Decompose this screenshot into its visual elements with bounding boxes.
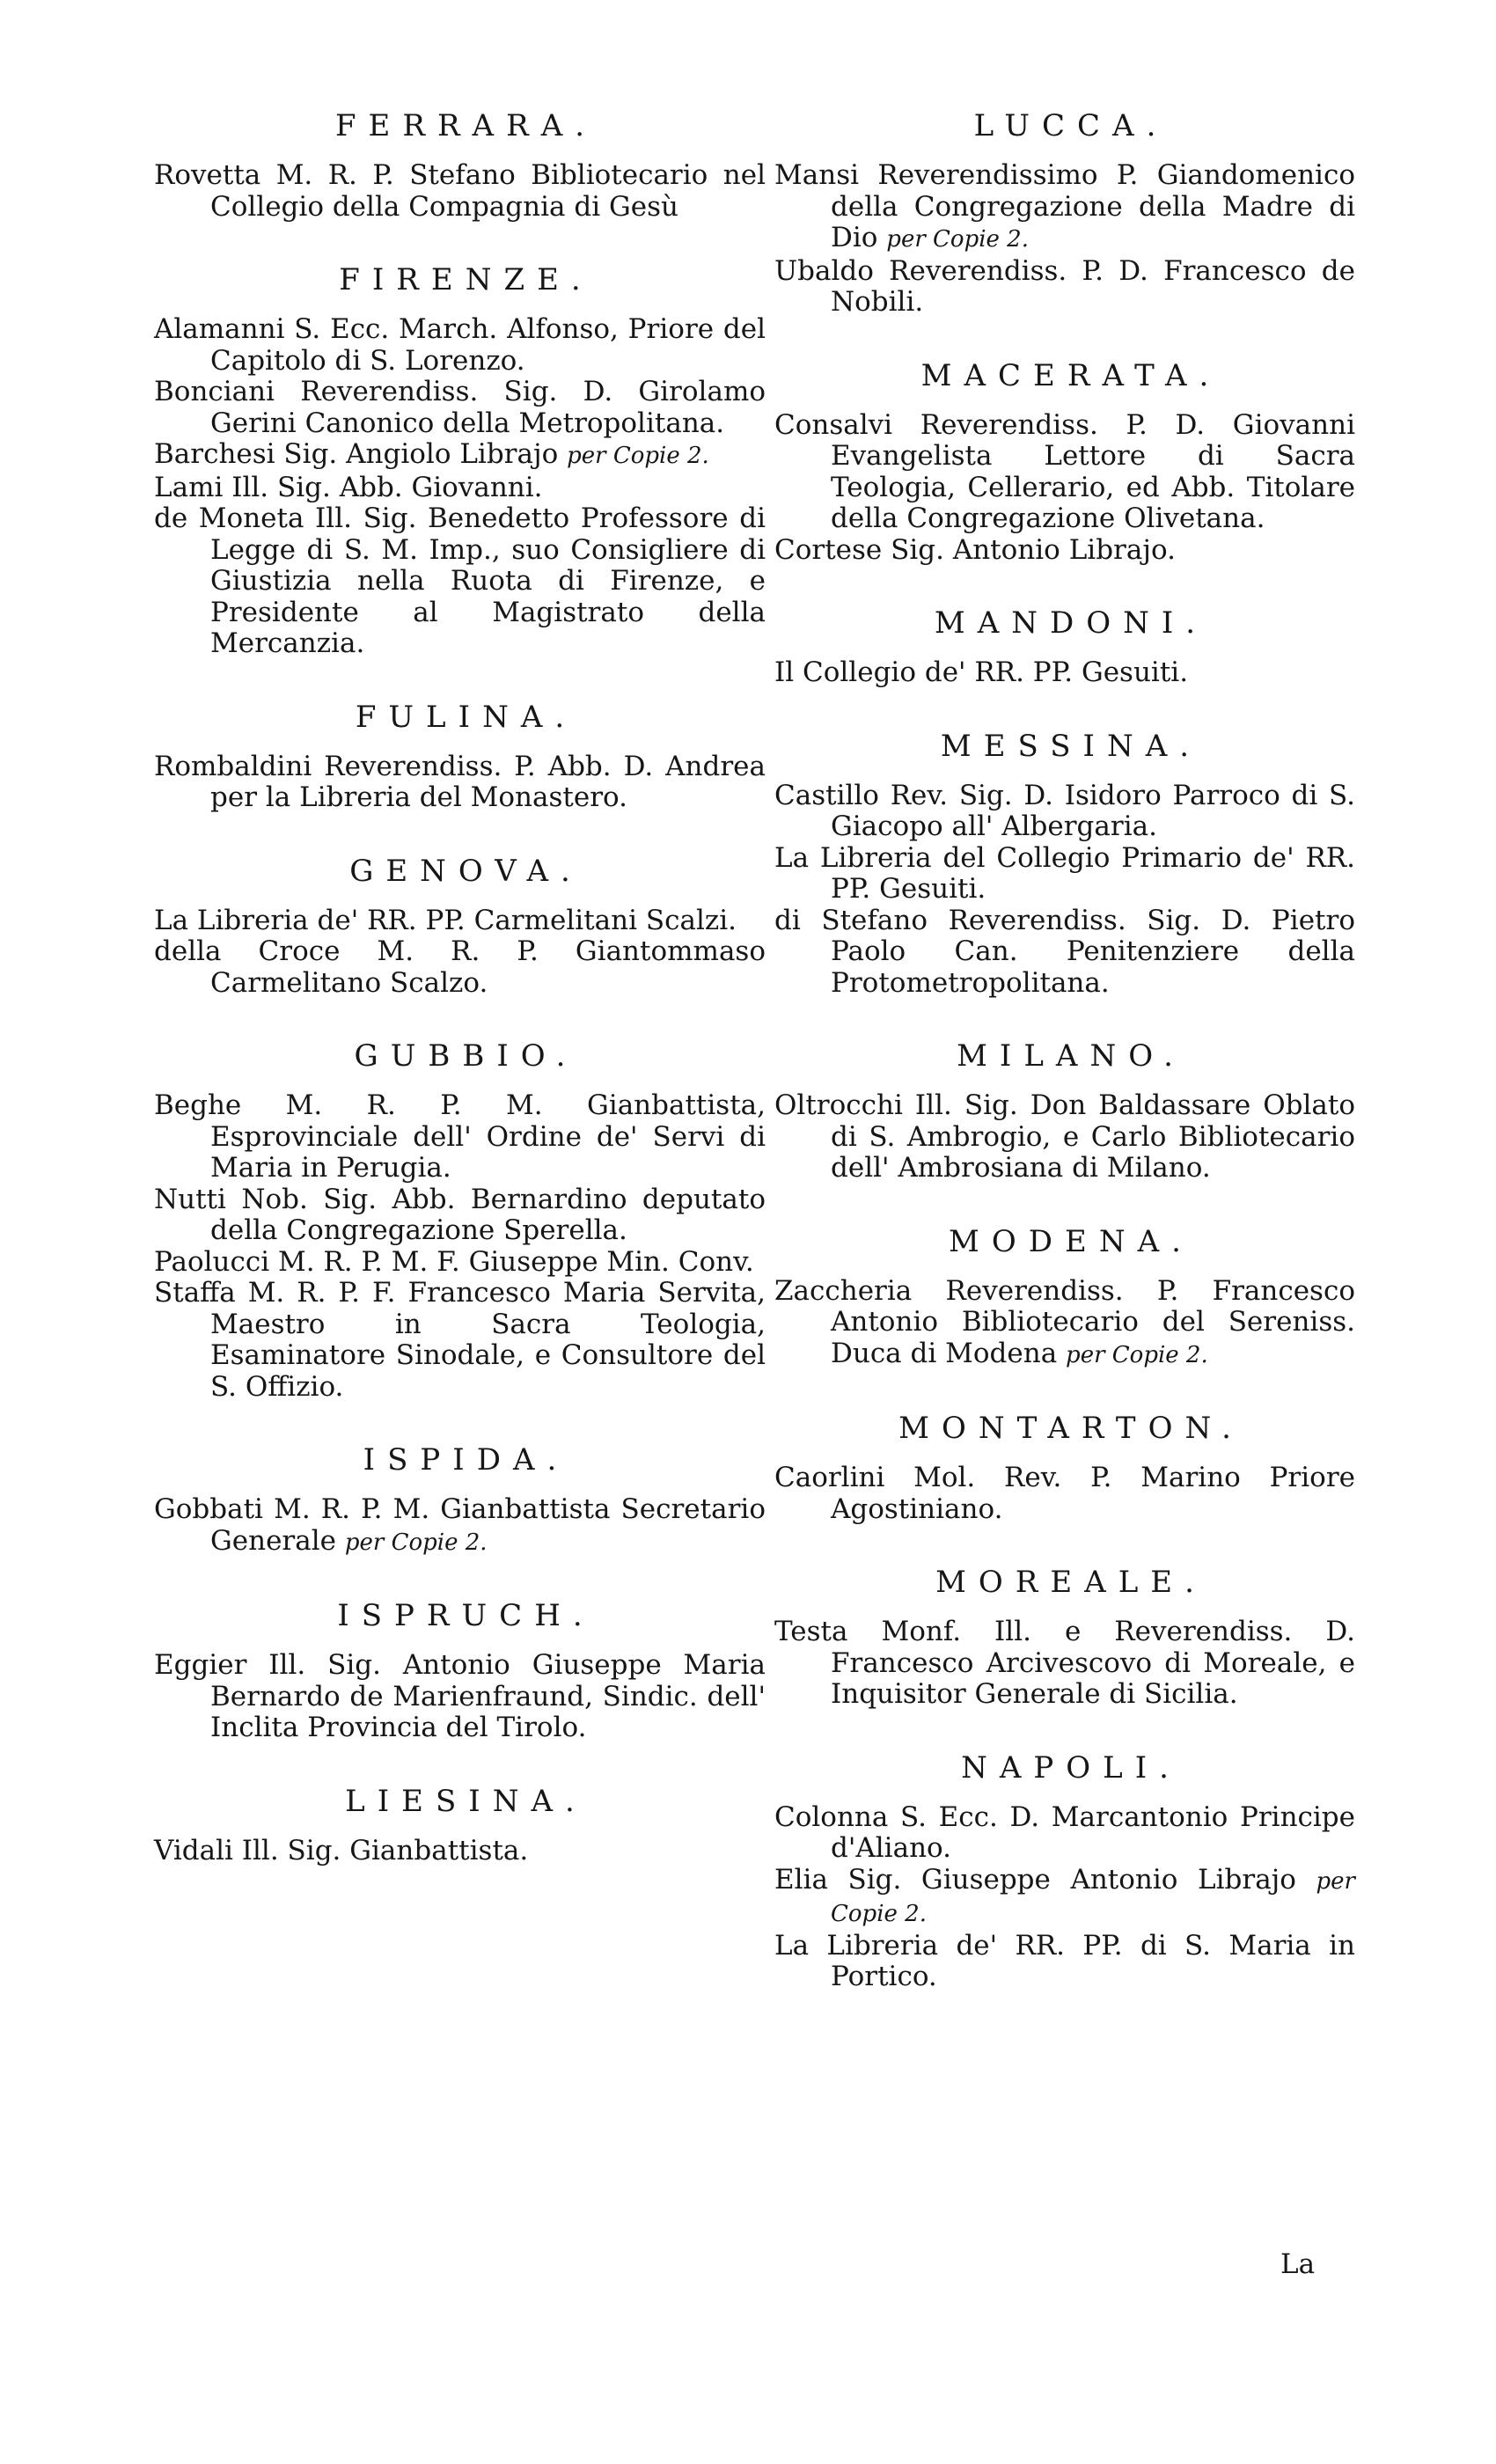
copies-note: per Copie 2. xyxy=(886,226,1029,253)
subscriber-entry xyxy=(774,1802,1355,1865)
subscriber-entry xyxy=(154,906,766,937)
copies-note: per Copie 2. xyxy=(831,1867,1355,1927)
subscriber-entry xyxy=(774,1276,1355,1372)
subscriber-text: La Libreria del Collegio Primario de' RR. PP. Gesuiti. xyxy=(774,841,1355,905)
subscriber-text: Lami Ill. Sig. Abb. Giovanni. xyxy=(154,471,543,503)
subscriber-text: Consalvi Reverendiss. P. D. Giovanni Evangelista Lettore di Sacra Teologia, Cellerario, ed Abb. Titolare della Congregazione Olivetana. xyxy=(774,408,1355,534)
subscriber-text: Elia Sig. Giuseppe Antonio Librajo xyxy=(774,1863,1296,1896)
subscriber-text: Alamanni S. Ecc. March. Alfonso, Priore del Capitolo di S. Lorenzo. xyxy=(154,313,766,377)
subscriber-text: Mansi Reverendissimo P. Giandomenico della Congregazione della Madre di Dio xyxy=(774,159,1355,253)
subscriber-entry xyxy=(774,1463,1355,1525)
copies-note: per Copie 2. xyxy=(1066,1341,1208,1368)
subscriber-entry xyxy=(774,1090,1355,1184)
subscriber-entry xyxy=(774,657,1355,689)
subscriber-text: de Moneta Ill. Sig. Benedetto Professore di Legge di S. M. Imp., suo Consigliere di Giustizia nella Ruota di Firenze, e Presidente al Magistrato della Mercanzia. xyxy=(154,502,766,659)
city-heading: MODENA. xyxy=(949,1223,1193,1259)
subscriber-entry xyxy=(774,1865,1355,1931)
subscriber-text: Nutti Nob. Sig. Abb. Bernardino deputato della Congregazione Sperella. xyxy=(154,1183,766,1246)
subscriber-entry xyxy=(774,906,1355,1000)
city-heading: GUBBIO. xyxy=(354,1038,578,1074)
subscriber-text: Cortese Sig. Antonio Librajo. xyxy=(774,533,1176,566)
city-heading: LIESINA. xyxy=(345,1783,587,1819)
left-column xyxy=(154,104,766,1866)
subscriber-entry xyxy=(154,1090,766,1184)
subscriber-text: Oltrocchi Ill. Sig. Don Baldassare Oblato di S. Ambrogio, e Carlo Bibliotecario dell' Ambrosiana di Milano. xyxy=(774,1089,1355,1184)
subscriber-entry xyxy=(774,1931,1355,1993)
subscriber-text: Testa Monf. Ill. e Reverendiss. D. Francesco Arcivescovo di Moreale, e Inquisitor Generale di Sicilia. xyxy=(774,1616,1355,1710)
subscriber-entry xyxy=(154,1650,766,1744)
city-heading: LUCCA. xyxy=(973,108,1169,143)
subscriber-text: La Libreria de' RR. PP. Carmelitani Scalzi. xyxy=(154,904,737,936)
city-heading: ISPRUCH. xyxy=(337,1598,595,1633)
subscriber-entry xyxy=(774,160,1355,256)
subscriber-entry xyxy=(154,1494,766,1558)
catchword: La xyxy=(1280,2248,1316,2280)
city-heading: GENOVA. xyxy=(349,853,583,889)
subscriber-entry xyxy=(774,781,1355,843)
city-heading: MACERATA. xyxy=(920,357,1221,393)
subscriber-text: Bonciani Reverendiss. Sig. D. Girolamo Gerini Canonico della Metropolitana. xyxy=(154,376,766,439)
subscriber-text: Castillo Rev. Sig. D. Isidoro Parroco di S. Giacopo all' Albergaria. xyxy=(774,779,1355,842)
subscriber-entry xyxy=(154,503,766,660)
subscriber-entry xyxy=(154,439,766,473)
city-heading: MONTARTON. xyxy=(898,1411,1243,1446)
subscriber-entry xyxy=(774,535,1355,567)
subscriber-text: Vidali Ill. Sig. Gianbattista. xyxy=(154,1834,529,1866)
city-heading: ISPIDA. xyxy=(363,1442,569,1478)
subscriber-text: Gobbati M. R. P. M. Gianbattista Secretario Generale xyxy=(154,1493,766,1557)
subscriber-text: Rombaldini Reverendiss. P. Abb. D. Andrea per la Libreria del Monastero. xyxy=(154,750,766,813)
subscriber-entry xyxy=(154,314,766,377)
city-heading: FERRARA. xyxy=(334,108,598,143)
city-heading: MESSINA. xyxy=(940,728,1202,764)
subscriber-text: Staffa M. R. P. F. Francesco Maria Servita, Maestro in Sacra Teologia, Esaminatore Sinodale, e Consultore del S. Offizio. xyxy=(154,1277,766,1403)
city-heading: NAPOLI. xyxy=(961,1749,1181,1786)
copies-note: per Copie 2. xyxy=(344,1529,488,1556)
city-heading: MANDONI. xyxy=(934,605,1208,641)
subscriber-text: Barchesi Sig. Angiolo Librajo xyxy=(154,438,559,470)
city-heading: MOREALE. xyxy=(935,1565,1206,1600)
subscriber-text: Paolucci M. R. P. M. F. Giuseppe Min. Conv. xyxy=(154,1245,754,1278)
subscriber-text: Rovetta M. R. P. Stefano Bibliotecario nel Collegio della Compagnia di Gesù xyxy=(154,159,766,223)
subscriber-text: Eggier Ill. Sig. Antonio Giuseppe Maria Bernardo de Marienfraund, Sindic. dell' Inclita Provincia del Tirolo. xyxy=(154,1649,766,1743)
subscriber-entry xyxy=(774,410,1355,535)
subscriber-entry xyxy=(154,377,766,439)
subscriber-entry xyxy=(774,256,1355,319)
city-heading: FIRENZE. xyxy=(339,262,593,297)
subscriber-entry xyxy=(154,1184,766,1247)
subscriber-entry xyxy=(774,1617,1355,1711)
subscriber-text: Caorlini Mol. Rev. P. Marino Priore Agostiniano. xyxy=(774,1462,1355,1525)
copies-note: per Copie 2. xyxy=(567,443,709,469)
city-heading: MILANO. xyxy=(957,1038,1185,1074)
subscriber-text: Beghe M. R. P. M. Gianbattista, Esprovinciale dell' Ordine de' Servi di Maria in Perugia. xyxy=(154,1089,766,1184)
subscriber-entry xyxy=(154,752,766,814)
subscriber-text: Il Collegio de' RR. PP. Gesuiti. xyxy=(774,656,1189,688)
subscriber-entry xyxy=(154,473,766,504)
subscriber-text: della Croce M. R. P. Giantommaso Carmelitano Scalzo. xyxy=(154,935,766,999)
subscriber-entry xyxy=(154,936,766,999)
city-heading: FULINA. xyxy=(355,699,577,735)
subscriber-text: Ubaldo Reverendiss. P. D. Francesco de Nobili. xyxy=(774,254,1355,318)
subscriber-text: Zaccheria Reverendiss. P. Francesco Antonio Bibliotecario del Sereniss. Duca di Modena xyxy=(774,1274,1355,1369)
right-column xyxy=(774,104,1355,1993)
subscriber-entry xyxy=(774,843,1355,906)
subscriber-entry xyxy=(154,1278,766,1403)
subscriber-entry xyxy=(154,160,766,223)
subscriber-text: La Libreria de' RR. PP. di S. Maria in Portico. xyxy=(774,1929,1355,1992)
subscriber-text: di Stefano Reverendiss. Sig. D. Pietro Paolo Can. Penitenziere della Protometropolitana. xyxy=(774,904,1355,999)
subscriber-entry xyxy=(154,1247,766,1279)
subscriber-entry xyxy=(154,1836,766,1867)
subscriber-text: Colonna S. Ecc. D. Marcantonio Principe d'Aliano. xyxy=(774,1800,1355,1864)
